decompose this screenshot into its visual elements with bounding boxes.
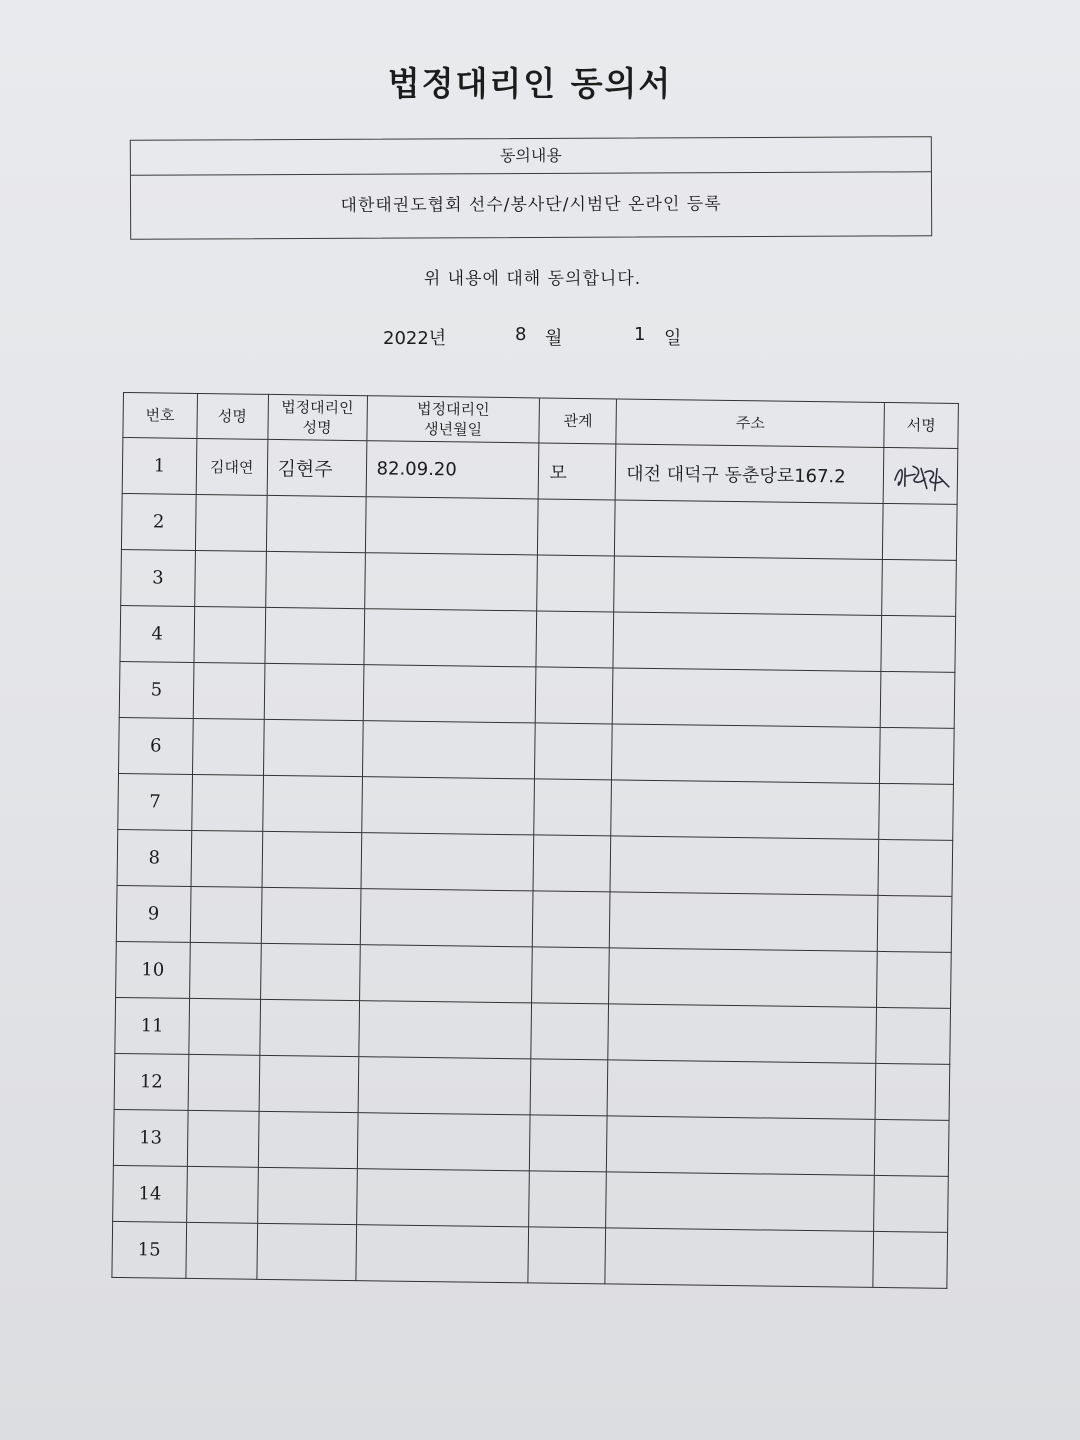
row-guardian-birth	[361, 777, 535, 835]
date-month: 8	[515, 324, 527, 345]
row-guardian-name	[265, 551, 365, 608]
row-signature	[880, 671, 955, 728]
row-number: 12	[114, 1053, 189, 1110]
row-address	[613, 612, 882, 672]
row-signature	[883, 447, 958, 504]
row-name	[194, 550, 265, 607]
row-guardian-birth: 82.09.20	[366, 441, 540, 499]
row-guardian-name	[257, 1167, 357, 1224]
row-number: 10	[116, 941, 191, 998]
row-guardian-birth	[361, 833, 535, 891]
row-name	[186, 1222, 257, 1279]
header-guardian-birth	[366, 396, 539, 443]
row-address	[610, 836, 879, 896]
row-name	[189, 942, 260, 999]
header-guardian-name-line2: 성명	[302, 418, 332, 437]
row-address	[611, 780, 880, 840]
row-relation	[534, 779, 612, 836]
row-address	[609, 948, 878, 1008]
row-relation	[531, 1059, 609, 1116]
header-guardian-birth-line1: 법정대리인	[416, 399, 490, 419]
row-relation	[537, 555, 615, 612]
row-relation	[533, 891, 611, 948]
row-name	[189, 998, 260, 1055]
row-signature	[881, 615, 956, 672]
table-row	[112, 1221, 948, 1288]
row-number: 15	[112, 1221, 187, 1278]
row-guardian-birth	[358, 1001, 532, 1059]
row-signature	[876, 1007, 951, 1064]
row-guardian-birth	[358, 1057, 532, 1115]
row-signature	[883, 503, 958, 560]
row-guardian-name	[263, 719, 363, 776]
row-relation	[536, 611, 614, 668]
row-address: 대전 대덕구 동춘당로167.2	[615, 444, 884, 504]
row-guardian-birth	[359, 945, 533, 1003]
row-name	[190, 886, 261, 943]
row-relation	[529, 1171, 607, 1228]
row-number: 8	[117, 829, 192, 886]
row-signature	[878, 839, 953, 896]
date-day-unit: 일	[664, 328, 682, 349]
row-guardian-birth	[363, 665, 537, 723]
header-address: 주소	[616, 399, 884, 448]
row-number: 2	[121, 493, 196, 550]
row-address	[614, 556, 883, 616]
header-guardian-name-line1: 법정대리인	[281, 398, 354, 418]
row-address	[606, 1172, 875, 1232]
header-guardian-name	[267, 394, 367, 440]
consent-header: 동의내용	[131, 137, 931, 175]
row-name	[194, 606, 265, 663]
agreement-text: 위 내용에 대해 동의합니다.	[423, 269, 642, 289]
row-address	[615, 500, 884, 560]
row-guardian-birth	[356, 1169, 530, 1227]
row-address	[612, 668, 881, 728]
row-number: 5	[119, 661, 194, 718]
row-guardian-name	[260, 943, 360, 1000]
row-guardian-name	[256, 1223, 356, 1280]
row-signature	[879, 783, 954, 840]
row-relation	[528, 1227, 606, 1284]
row-address	[607, 1060, 876, 1120]
row-name	[193, 662, 264, 719]
row-address	[612, 724, 881, 784]
row-guardian-birth	[364, 553, 538, 611]
header-number: 번호	[123, 393, 197, 439]
row-number: 3	[121, 549, 196, 606]
row-name	[192, 774, 263, 831]
row-name	[188, 1054, 259, 1111]
date-day: 1	[634, 324, 646, 345]
row-name: 김대연	[196, 438, 267, 495]
row-signature	[874, 1175, 949, 1232]
row-guardian-name	[262, 775, 362, 832]
row-signature	[875, 1063, 950, 1120]
date-year: 2022년	[383, 328, 447, 349]
row-signature	[880, 727, 955, 784]
row-name	[192, 718, 263, 775]
row-address	[608, 1004, 877, 1064]
row-signature	[874, 1119, 949, 1176]
row-guardian-name	[264, 607, 364, 664]
row-guardian-birth	[362, 721, 536, 779]
row-number: 1	[122, 438, 197, 495]
row-guardian-birth	[360, 889, 534, 947]
row-address	[610, 892, 879, 952]
row-signature	[882, 559, 957, 616]
row-signature	[873, 1231, 948, 1288]
consent-box	[130, 136, 932, 239]
row-guardian-birth	[365, 497, 539, 555]
row-name	[191, 830, 262, 887]
row-relation	[532, 947, 610, 1004]
row-number: 14	[113, 1165, 188, 1222]
consent-content: 대한태권도협회 선수/봉사단/시범단 온라인 등록	[340, 194, 722, 216]
row-guardian-name	[266, 495, 366, 552]
row-guardian-name	[258, 1111, 358, 1168]
row-number: 4	[120, 605, 195, 662]
row-relation	[536, 667, 614, 724]
row-number: 13	[113, 1109, 188, 1166]
row-guardian-name	[264, 663, 364, 720]
date-month-unit: 월	[545, 328, 563, 349]
row-name	[187, 1110, 258, 1167]
header-relation: 관계	[539, 398, 616, 444]
row-relation	[535, 723, 613, 780]
row-number: 11	[115, 997, 190, 1054]
guardian-table	[111, 392, 959, 1289]
row-address	[607, 1116, 876, 1176]
handwritten-signature	[890, 458, 950, 495]
row-relation	[533, 835, 611, 892]
row-guardian-name	[259, 1055, 359, 1112]
row-relation	[538, 499, 616, 556]
row-number: 9	[116, 885, 191, 942]
row-guardian-name	[262, 831, 362, 888]
row-guardian-birth	[355, 1225, 529, 1283]
row-name	[186, 1166, 257, 1223]
row-guardian-name	[259, 999, 359, 1056]
header-signature: 서명	[884, 402, 958, 448]
row-name	[195, 494, 266, 551]
header-guardian-birth-line2: 생년월일	[423, 419, 483, 439]
row-relation: 모	[539, 443, 617, 500]
row-guardian-name	[261, 887, 361, 944]
row-signature	[877, 951, 952, 1008]
row-address	[605, 1228, 874, 1288]
row-relation	[530, 1115, 608, 1172]
row-relation	[531, 1003, 609, 1060]
row-guardian-birth	[364, 609, 538, 667]
row-guardian-birth	[357, 1113, 531, 1171]
header-name: 성명	[197, 393, 268, 439]
row-number: 7	[118, 773, 193, 830]
row-signature	[877, 895, 952, 952]
page-title: 법정대리인 동의서	[387, 64, 673, 103]
row-number: 6	[119, 717, 194, 774]
row-guardian-name: 김현주	[267, 439, 367, 496]
